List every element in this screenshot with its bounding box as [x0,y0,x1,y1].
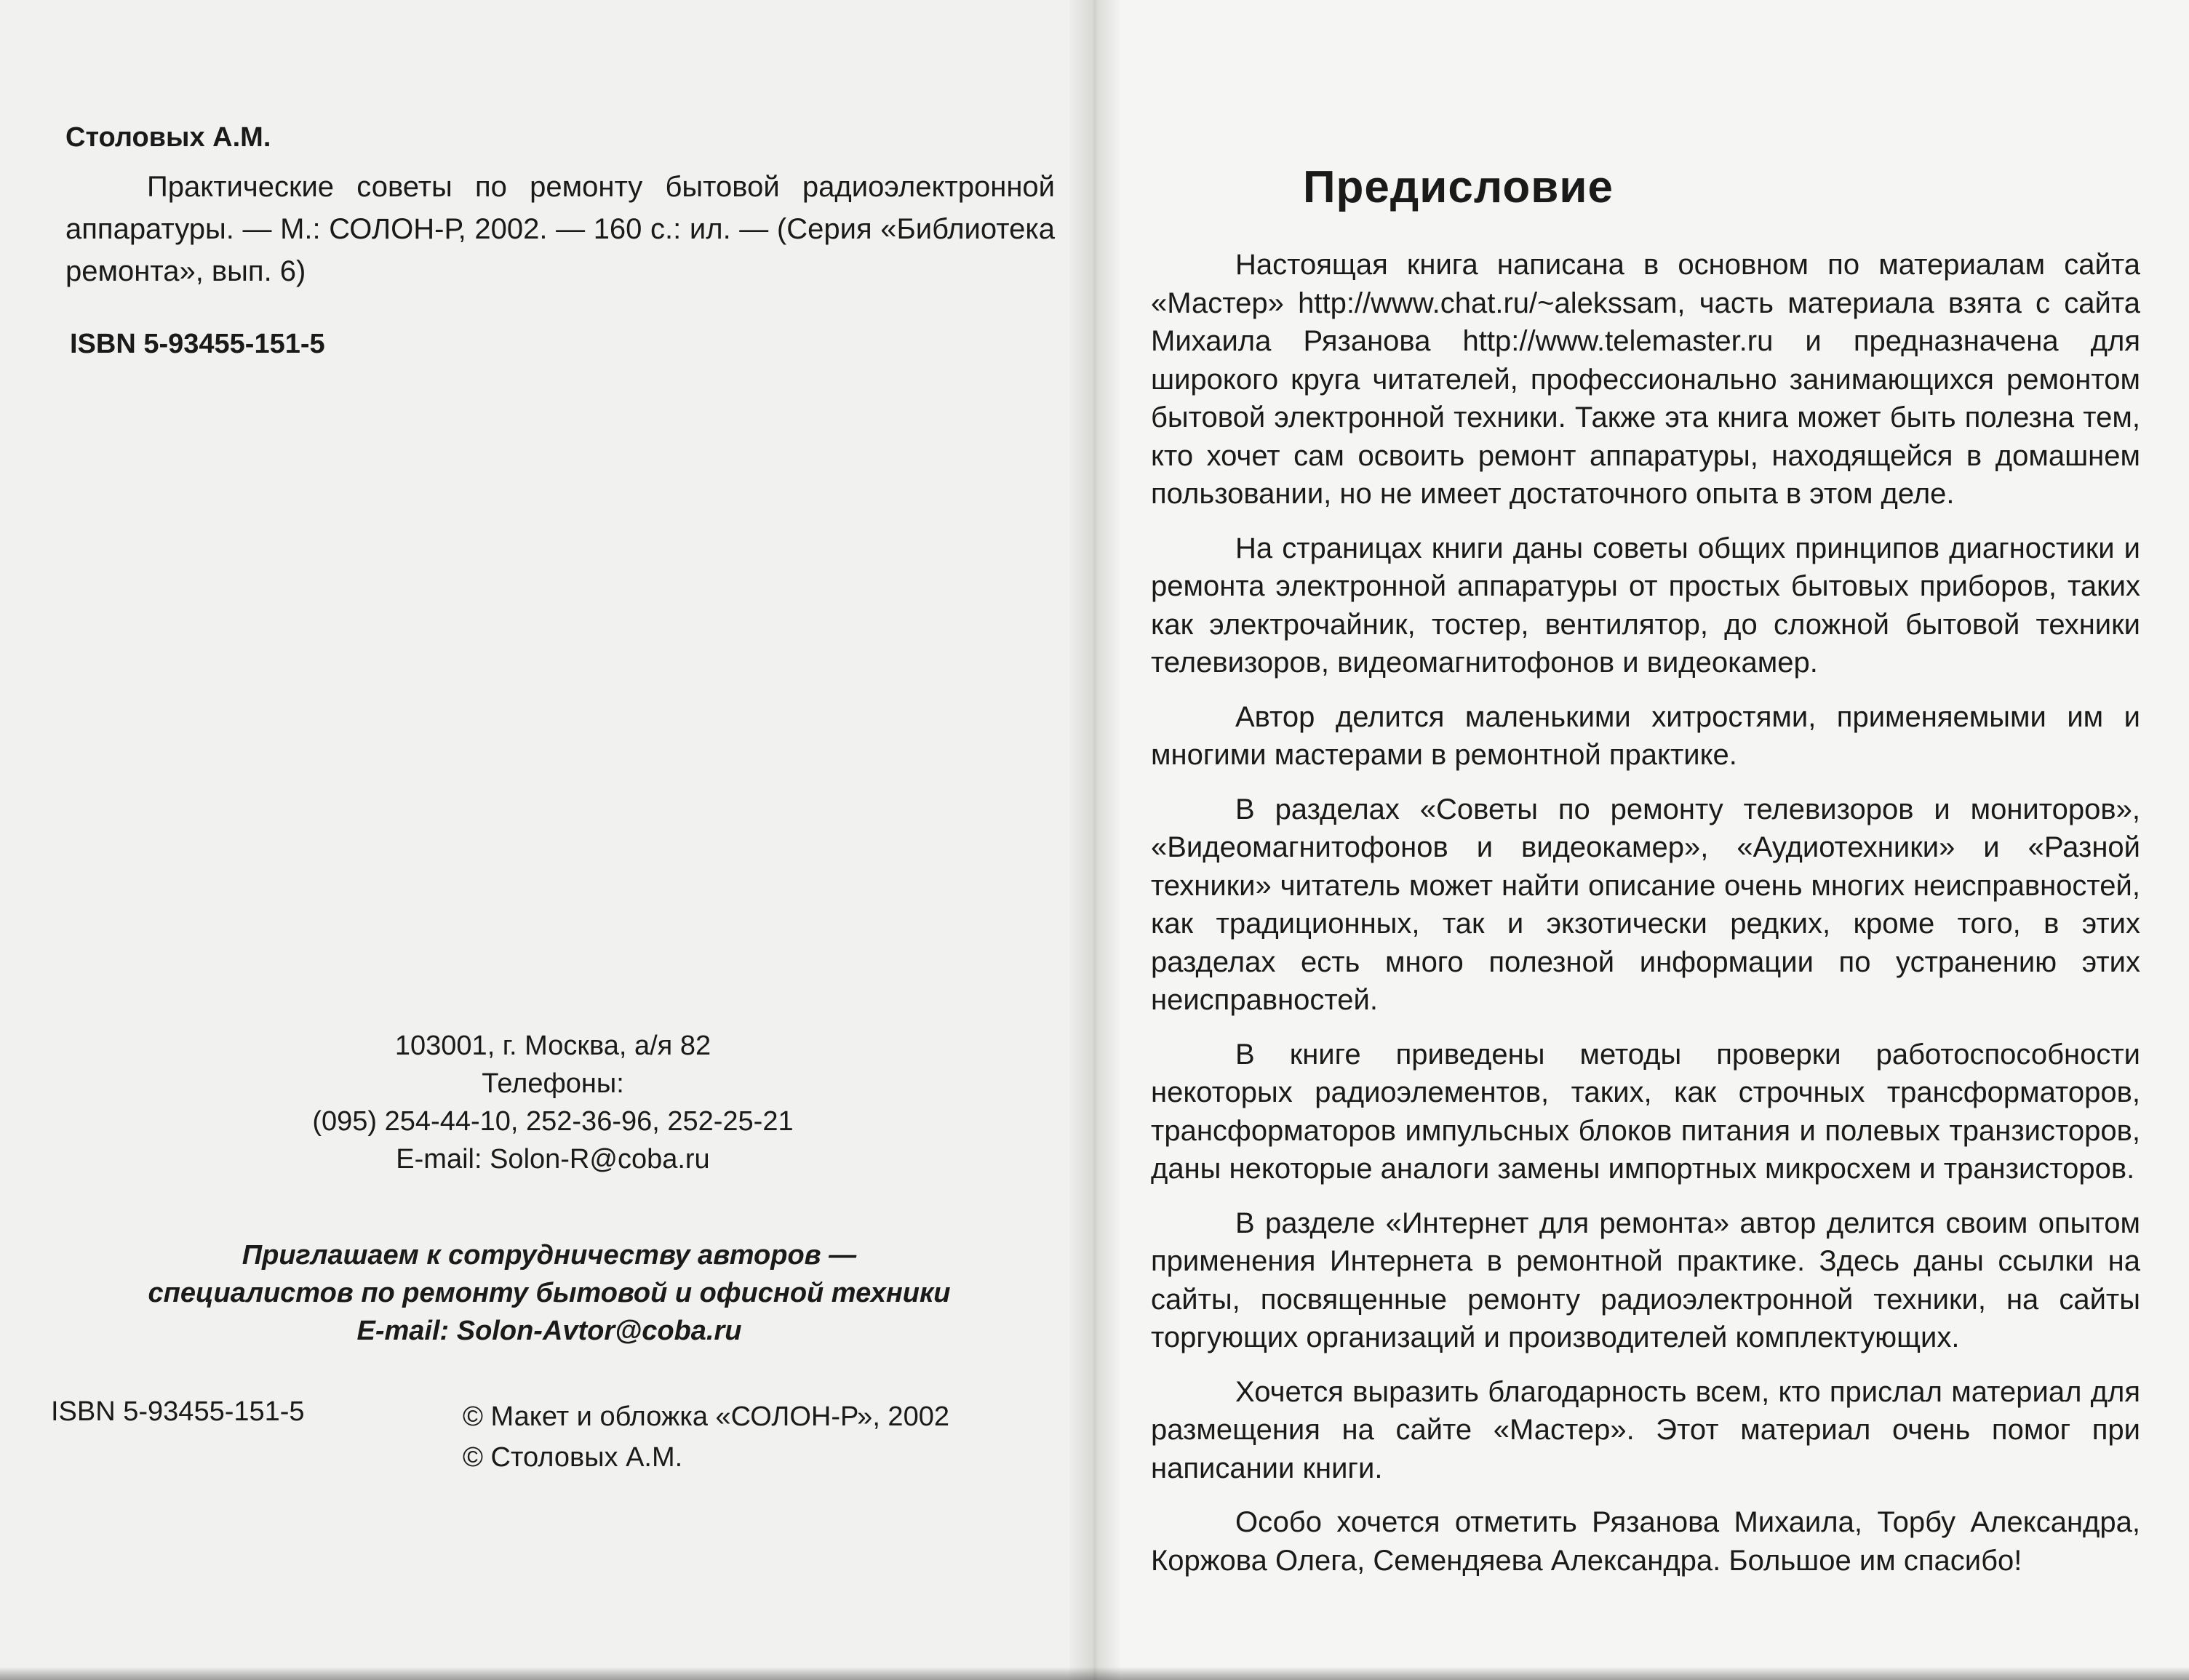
preface-paragraph: В разделах «Советы по ремонту телевизоров и мониторов», «Видеомагнитофонов и видеокамер», «Аудиотехники» и «Разной техники» читатель может найти описание очень многих неисправностей, как традиционных, так и экзотически редких, кроме того, в этих разделах есть много полезной информации по устранению этих неисправностей. [1151,793,2140,1016]
preface-paragraph: В книге приведены методы проверки работоспособности некоторых радиоэлементов, таких, как строчных трансформаторов, трансформаторов импульсных блоков питания и полевых транзисторов, даны некоторые аналоги замены импортных микросхем и транзисторов. [1151,1038,2140,1185]
preface-paragraph: Особо хочется отметить Рязанова Михаила, Торбу Александра, Коржова Олега, Семендяева Александра. Большое им спасибо! [1151,1506,2140,1577]
bibliographic-entry: Практические советы по ремонту бытовой радиоэлектронной аппаратуры. — М.: СОЛОН-Р, 2002. — 160 с.: ил. — (Серия «Библиотека ремонта», вып. 6) [65,171,1055,287]
publisher-contacts [240,1027,866,1178]
copyright-block [463,1396,949,1478]
preface-paragraph: Хочется выразить благодарность всем, кто прислал материал для размещения на сайте «Мастер». Этот материал очень помог при написании книги. [1151,1375,2140,1484]
phones-label: Телефоны: [482,1068,624,1099]
invitation-email: E-mail: Solon-Avtor@coba.ru [356,1316,742,1346]
isbn-top: ISBN 5-93455-151-5 [70,329,325,359]
publisher-address: 103001, г. Москва, а/я 82 [394,1031,711,1061]
author-name: Столовых А.М. [65,122,271,153]
invitation-line-1: Приглашаем к сотрудничеству авторов — [242,1240,857,1271]
author-invitation [109,1236,989,1350]
copyright-layout: © Макет и обложка «СОЛОН-Р», 2002 [463,1401,949,1432]
left-page [0,0,1091,1680]
preface-paragraph: Настоящая книга написана в основном по материалам сайта «Мастер» http://www.chat.ru/~alekssam, часть материала взята с сайта Михаила Рязанова http://www.telemaster.ru и предназначена для широкого круга читателей, профессионально занимающихся ремонтом бытовой электронной техники. Также эта книга может быть полезна тем, кто хочет сам освоить ремонт аппаратуры, находящейся в домашнем пользовании, но не имеет достаточного опыта в этом деле. [1151,249,2140,510]
preface-paragraph: На страницах книги даны советы общих принципов диагностики и ремонта электронной аппаратуры от простых бытовых приборов, таких как электрочайник, тостер, вентилятор, до сложной бытовой техники телевизоров, видеомагнитофонов и видеокамер. [1151,532,2140,679]
book-gutter [1069,0,1120,1680]
invitation-line-2: специалистов по ремонту бытовой и офисной техники [148,1278,951,1308]
isbn-bottom: ISBN 5-93455-151-5 [51,1396,305,1427]
copyright-author: © Столовых А.М. [463,1442,683,1473]
preface-paragraph: Автор делится маленькими хитростями, применяемыми им и многими мастерами в ремонтной практике. [1151,700,2140,771]
preface-body [1151,246,2140,1596]
preface-title: Предисловие [1302,162,1614,212]
publisher-email: E-mail: Solon-R@coba.ru [396,1144,710,1175]
scan-edge-shadow [0,1667,2189,1680]
preface-paragraph: В разделе «Интернет для ремонта» автор делится своим опытом применения Интернета в ремонтной практике. Здесь даны ссылки на сайты, посвященные ремонту радиоэлектронной техники, на сайты торгующих организаций и производителей комплектующих. [1151,1207,2140,1353]
phone-numbers: (095) 254-44-10, 252-36-96, 252-25-21 [312,1106,794,1137]
